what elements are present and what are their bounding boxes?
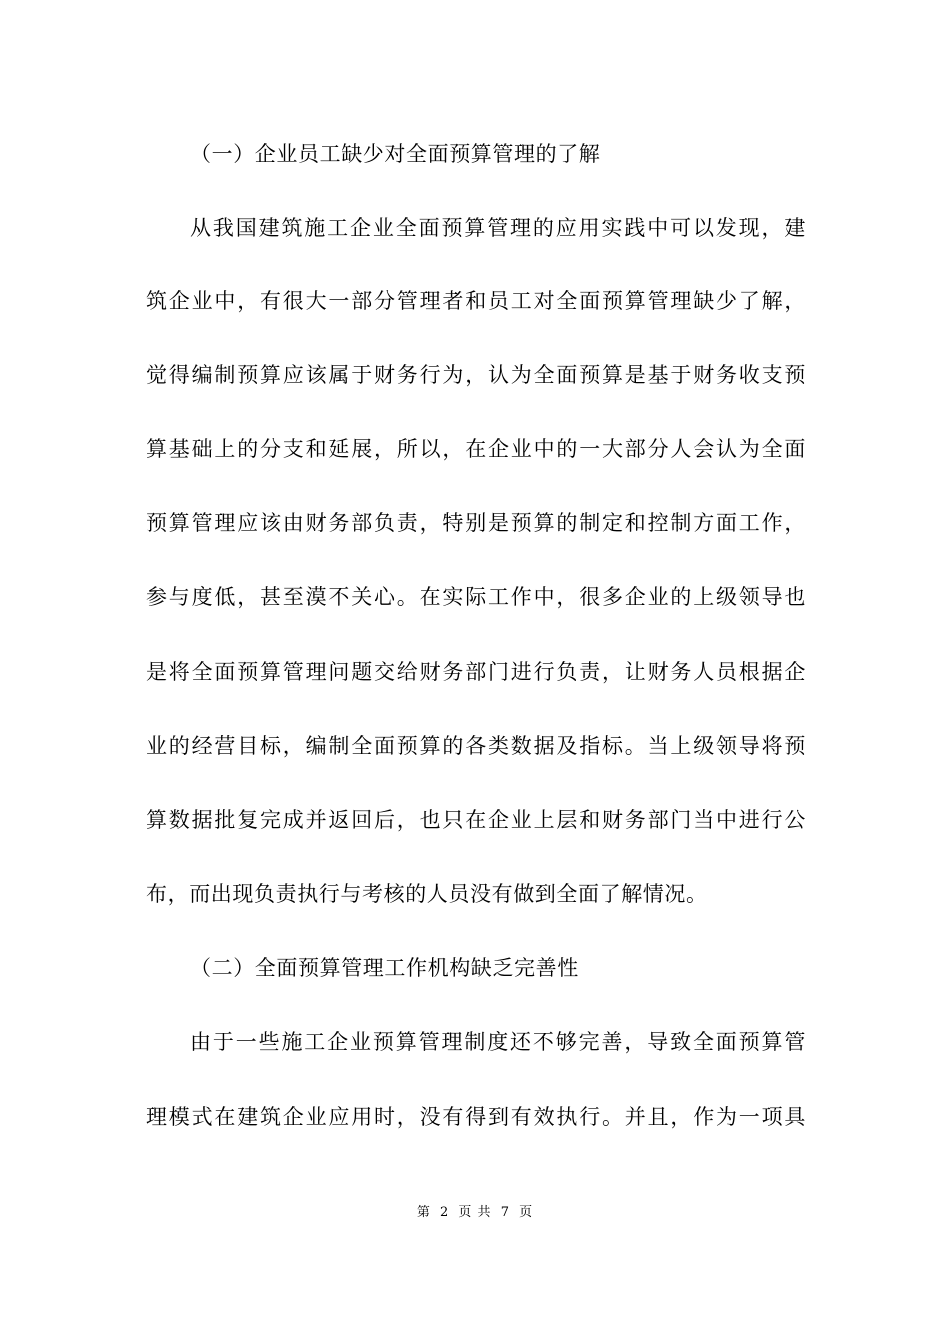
paragraph-1-line-2: 筑企业中，有很大一部分管理者和员工对全面预算管理缺少了解， <box>146 289 806 313</box>
footer-suffix: 页 <box>519 1205 534 1220</box>
paragraph-1-line-6: 参与度低，甚至漠不关心。在实际工作中，很多企业的上级领导也 <box>146 585 806 609</box>
paragraph-1-line-9: 算数据批复完成并返回后，也只在企业上层和财务部门当中进行公 <box>146 808 806 832</box>
page-footer <box>0 1204 950 1222</box>
paragraph-1-line-3: 觉得编制预算应该属于财务行为，认为全面预算是基于财务收支预 <box>146 363 806 387</box>
footer-prefix: 第 <box>416 1205 431 1220</box>
footer-current-page: 2 <box>440 1205 450 1220</box>
paragraph-1-line-1: 从我国建筑施工企业全面预算管理的应用实践中可以发现，建 <box>190 216 806 240</box>
paragraph-2-line-1: 由于一些施工企业预算管理制度还不够完善，导致全面预算管 <box>190 1030 806 1054</box>
paragraph-1-line-7: 是将全面预算管理问题交给财务部门进行负责，让财务人员根据企 <box>146 660 806 684</box>
section-heading-2: （二）全面预算管理工作机构缺乏完善性 <box>190 956 579 980</box>
paragraph-1-line-4: 算基础上的分支和延展，所以，在企业中的一大部分人会认为全面 <box>146 437 806 461</box>
footer-total-pages: 7 <box>500 1205 510 1220</box>
section-heading-1: （一）企业员工缺少对全面预算管理的了解 <box>190 142 601 166</box>
paragraph-2-line-2: 理模式在建筑企业应用时，没有得到有效执行。并且，作为一项具 <box>146 1105 806 1129</box>
paragraph-1-line-8: 业的经营目标，编制全面预算的各类数据及指标。当上级领导将预 <box>146 734 806 758</box>
footer-middle: 页 共 <box>458 1205 492 1220</box>
paragraph-1-line-5: 预算管理应该由财务部负责，特别是预算的制定和控制方面工作， <box>146 511 806 535</box>
paragraph-1-line-10: 布，而出现负责执行与考核的人员没有做到全面了解情况。 <box>146 882 708 906</box>
